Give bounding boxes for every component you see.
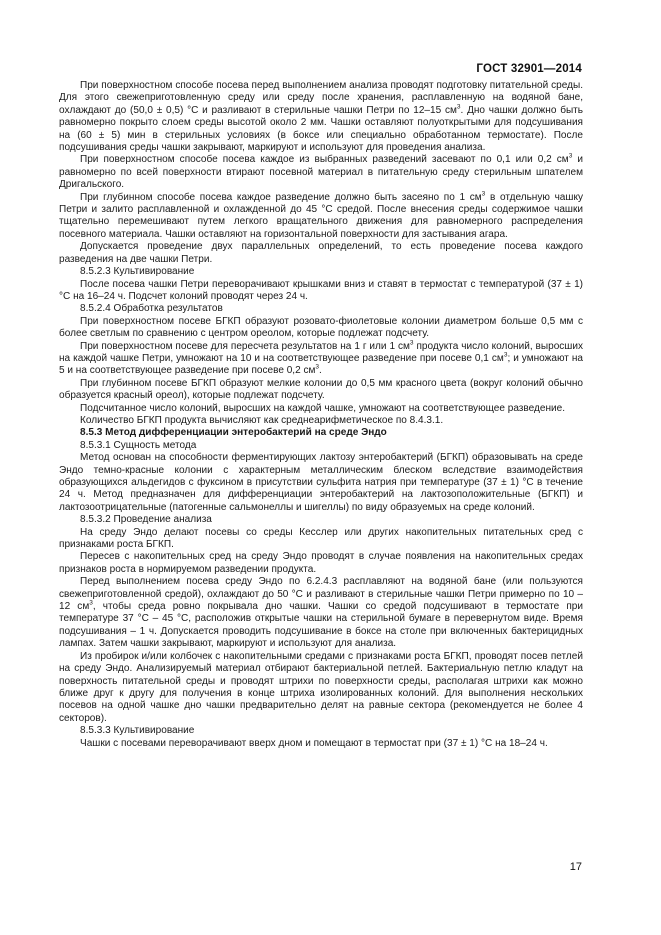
paragraph: Пересев с накопительных сред на среду Эндо проводят в случае появления на накопительных средах признаков роста в нормируемом разведении продукта. [59, 551, 583, 575]
paragraph: При поверхностном способе посева каждое из выбранных разведений засевают по 0,1 или 0,2 $см^3$ и равномерно по всей поверхности втирают посевной материал в питательную среду стерильным шпателем Дригальского. [59, 153, 584, 191]
paragraph: Подсчитанное число колоний, выросших на каждой чашке, умножают на соответствующее разведение. [80, 402, 565, 414]
paragraph: Метод основан на способности ферментирующих лактозу энтеробактерий (БГКП) образовывать на среде Эндо темно-красные колонии с характерным металлическим блеском вследствие взаимодействия образующихся альдегидов с фуксином в присутствии сульфита натрия при температуре (37 ± 1) °С в течение 24 ч. Метод предназначен для дифференциации энтеробактерий на лактозоположительные (БГКП) и лактозоотрицательные (патогенные сальмонеллы и шигеллы) по виду образуемых на среде колоний. [59, 452, 583, 513]
paragraph: При глубинном посеве БГКП образуют мелкие колонии до 0,5 мм красного цвета (вокруг колоний обычно образуется красный ореол), которые подлежат подсчету. [59, 377, 583, 402]
paragraph: Допускается проведение двух параллельных определений, то есть проведение посева каждого разведения на две чашки Петри. [59, 241, 583, 265]
paragraph: Из пробирок и/или колбочек с накопительными средами с признаками роста БГКП, проводят посев петлей на среду Эндо. Анализируемый материал отбирают бактериальной петлей. Бактериальную петлю кладут на поверхность питательной среды и проводят штрихи по поверхности среды, располагая штрихи как можно ближе друг к другу для получения в конце штриха изолированных колоний. Для выполнения нескольких посевов на одной чашке дно чашки предварительно делят на равные сектора (рекомендуется не более 4 секторов). [59, 650, 583, 724]
paragraph: При поверхностном способе посева перед выполнением анализа проводят подготовку питательной среды. Для этого свежеприготовленную среду или среду после хранения, расплавленную на водяной бане, охлаждают до (50,0 ± 0,5) °С и разливают в стерильные чашки Петри по 12–15 $см^3$. Дно чашки должно быть равномерно покрыто слоем среды высотой около 2 мм. Чашки оставляют полуоткрытыми для подсушивания на (60 ± 5) мин в стерильных условиях (в боксе или специально обработанном термостате). После подсушивания среды чашки закрывают, маркируют и используют для проведения анализа. [59, 80, 584, 154]
subsection-heading: 8.5.3.1 Сущность метода [80, 439, 197, 451]
paragraph: При поверхностном посеве БГКП образуют розовато-фиолетовые колонии диаметром больше 0,5 мм с более светлым по сравнению с центром ореолом, которые подлежат подсчету. [59, 315, 583, 340]
section-heading: 8.5.3 Метод дифференциации энтеробактерий на среде Эндо [80, 427, 387, 439]
subsection-heading: 8.5.3.2 Проведение анализа [80, 514, 212, 526]
paragraph: После посева чашки Петри переворачивают крышками вниз и ставят в термостат с температурой (37 ± 1) °С на 16–24 ч. Подсчет колоний проводят через 24 ч. [59, 278, 583, 302]
page-header: ГОСТ 32901—2014 [476, 63, 582, 75]
subsection-heading: 8.5.3.3 Культивирование [80, 725, 195, 737]
paragraph: Количество БГКП продукта вычисляют как среднеарифметическое по 8.4.3.1. [80, 414, 444, 426]
subsection-heading: 8.5.2.3 Культивирование [80, 266, 195, 278]
document-body [59, 80, 583, 750]
paragraph: Перед выполнением посева среду Эндо по 6.2.4.3 расплавляют на водяной бане (или пользуются свежеприготовленной средой), охлаждают до 50 °С и разливают в стерильные чашки Петри примерно по 10 – 12 $см^3$, чтобы среда ровно покрывала дно чашки. Чашки со средой подсушивают в термостате при температуре 37 °С – 45 °С, расположив открытые чашки на стерильной бумаге в перевернутом виде. Время подсушивания – 1 ч. Допускается проводить подсушивание в боксе на столе при включенных бактерицидных лампах. Затем чашки закрывают, маркируют и используют для анализа. [59, 576, 583, 650]
paragraph: На среду Эндо делают посевы со среды Кесслер или других накопительных питательных сред с признаками роста БГКП. [59, 526, 583, 551]
subsection-heading: 8.5.2.4 Обработка результатов [80, 303, 223, 315]
paragraph: Чашки с посевами переворачивают вверх дном и помещают в термостат при (37 ± 1) °С на 18–24 ч. [80, 737, 548, 749]
page-number: 17 [569, 861, 582, 873]
paragraph: При глубинном способе посева каждое разведение должно быть засеяно по 1 $см^3$ в отдельную чашку Петри и залито расплавленной и охлажденной до 45 °С средой. После внесения среды содержимое чашки тщательно перемешивают путем легкого вращательного движения для равномерного распределения посевного материала. Чашки оставляют на горизонтальной поверхности для застывания агара. [59, 190, 583, 240]
paragraph: При поверхностном посеве для пересчета результатов на 1 г или 1 $см^3$ продукта число колоний, выросших на каждой чашке Петри, умножают на 10 и на соответствующее разведение при посеве 0,1 $см^3$; и умножают на 5 и на соответствующее разведение при посеве 0,2 $см^3$. [59, 339, 583, 377]
